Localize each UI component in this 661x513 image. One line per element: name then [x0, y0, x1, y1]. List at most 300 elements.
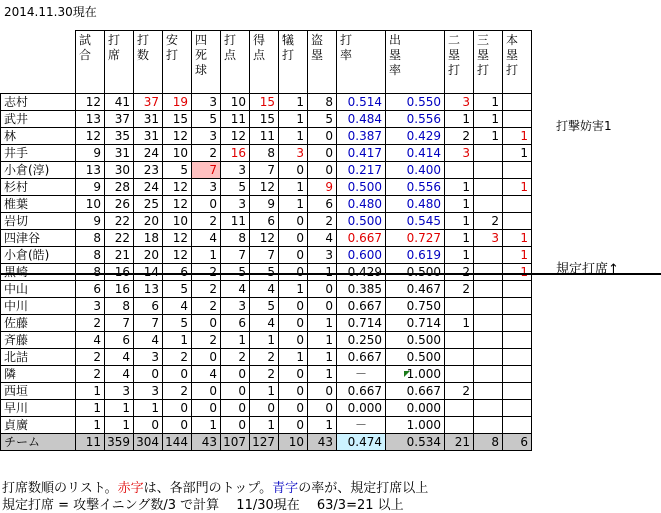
- stat-cell: [503, 298, 532, 315]
- stat-cell: 20: [134, 247, 163, 264]
- player-name: 早川: [1, 400, 76, 417]
- stat-cell: 31: [134, 111, 163, 128]
- stat-cell: 1: [279, 349, 308, 366]
- stat-cell: 0.545: [386, 213, 445, 230]
- stat-cell: 0.480: [337, 196, 386, 213]
- stat-cell: 24: [134, 145, 163, 162]
- table-row: [1, 366, 532, 383]
- stat-cell: 3: [445, 145, 474, 162]
- stat-cell: 0.000: [337, 400, 386, 417]
- stat-cell: 21: [105, 247, 134, 264]
- footnote-2: 規定打席 = 攻撃イニング数/3 で計算 11/30現在 63/3=21 以上: [2, 498, 404, 513]
- stat-cell: 3: [192, 128, 221, 145]
- stat-cell: 1: [279, 179, 308, 196]
- stat-cell: [474, 145, 503, 162]
- stat-cell: 9: [76, 213, 105, 230]
- stat-cell: [445, 400, 474, 417]
- stat-cell: 0: [192, 196, 221, 213]
- stat-cell: [503, 383, 532, 400]
- stat-cell: 0: [279, 247, 308, 264]
- stat-cell: 9: [250, 196, 279, 213]
- stat-cell: 304: [134, 434, 163, 451]
- player-name: 岩切: [1, 213, 76, 230]
- column-header: 打 点: [221, 31, 250, 94]
- stat-cell: [503, 366, 532, 383]
- stat-cell: 10: [279, 434, 308, 451]
- stat-cell: 3: [105, 383, 134, 400]
- stat-cell: [445, 162, 474, 179]
- stat-cell: 3: [221, 196, 250, 213]
- stat-cell: [474, 162, 503, 179]
- stat-cell: 8: [76, 230, 105, 247]
- stat-cell: 0: [192, 315, 221, 332]
- stat-cell: 25: [134, 196, 163, 213]
- sacrifice-note: 打撃妨害1: [556, 119, 612, 133]
- stat-cell: 12: [76, 128, 105, 145]
- stat-cell: 0.514: [337, 94, 386, 111]
- cell-comment-marker: [404, 371, 410, 377]
- stat-cell: 3: [221, 162, 250, 179]
- stat-cell: 1: [279, 128, 308, 145]
- stat-cell: 13: [76, 162, 105, 179]
- stat-cell: 1: [279, 196, 308, 213]
- stat-cell: [474, 315, 503, 332]
- stat-cell: 8: [308, 94, 337, 111]
- player-name: 中川: [1, 298, 76, 315]
- stat-cell: 2: [474, 213, 503, 230]
- stat-cell: 0.387: [337, 128, 386, 145]
- stat-cell: 1: [279, 94, 308, 111]
- stat-cell: 0: [163, 417, 192, 434]
- stat-cell: 11: [250, 128, 279, 145]
- table-row: [1, 281, 532, 298]
- stat-cell: 0.429: [386, 128, 445, 145]
- stat-cell: 0.750: [386, 298, 445, 315]
- date-label: 2014.11.30現在: [4, 5, 97, 19]
- stat-cell: 0: [192, 400, 221, 417]
- stat-cell: 26: [105, 196, 134, 213]
- stat-cell: [474, 247, 503, 264]
- stat-cell: 0: [134, 366, 163, 383]
- stat-cell: 0.667: [337, 230, 386, 247]
- header-row: [1, 31, 532, 94]
- stat-cell: 5: [250, 298, 279, 315]
- stat-cell: 0.534: [386, 434, 445, 451]
- note-text: 打席数順のリスト。: [2, 481, 118, 496]
- stat-cell: 0: [308, 145, 337, 162]
- stat-cell: 0.550: [386, 94, 445, 111]
- stat-cell: 1: [445, 315, 474, 332]
- stat-cell: [474, 332, 503, 349]
- stat-cell: 4: [308, 230, 337, 247]
- stat-cell: 0.414: [386, 145, 445, 162]
- table-row: [1, 383, 532, 400]
- stat-cell: [474, 417, 503, 434]
- stat-cell: 0.474: [337, 434, 386, 451]
- table-row: [1, 349, 532, 366]
- stat-cell: 0: [279, 383, 308, 400]
- stat-cell: 0: [279, 230, 308, 247]
- stat-cell: 1: [105, 400, 134, 417]
- column-header: 三 塁 打: [474, 31, 503, 94]
- stat-cell: 2: [192, 213, 221, 230]
- column-header: 二 塁 打: [445, 31, 474, 94]
- stat-cell: －: [337, 366, 386, 383]
- table-row: [1, 264, 532, 281]
- stat-cell: 2: [445, 281, 474, 298]
- stat-cell: 12: [163, 128, 192, 145]
- stat-cell: 2: [250, 366, 279, 383]
- stat-cell: [445, 366, 474, 383]
- total-row: [1, 434, 532, 451]
- stat-cell: 2: [445, 264, 474, 281]
- table-row: [1, 213, 532, 230]
- stat-cell: 0: [279, 162, 308, 179]
- stat-cell: 1: [221, 332, 250, 349]
- note-text: の率が、規定打席以上: [298, 481, 429, 496]
- stat-cell: [474, 349, 503, 366]
- stat-cell: 1: [308, 349, 337, 366]
- stat-cell: 2: [445, 128, 474, 145]
- stat-cell: 3: [134, 349, 163, 366]
- stat-cell: 1: [192, 247, 221, 264]
- stat-cell: 1: [76, 417, 105, 434]
- stat-cell: 12: [163, 179, 192, 196]
- stat-cell: 31: [134, 128, 163, 145]
- table-row: [1, 162, 532, 179]
- stat-cell: 6: [76, 281, 105, 298]
- stat-cell: 0.429: [337, 264, 386, 281]
- stat-cell: 359: [105, 434, 134, 451]
- stat-cell: 6: [221, 315, 250, 332]
- stat-cell: 5: [163, 315, 192, 332]
- stat-cell: 9: [76, 179, 105, 196]
- batting-stats-table: [0, 30, 532, 451]
- stat-cell: 4: [221, 281, 250, 298]
- stat-cell: [474, 366, 503, 383]
- stat-cell: 16: [221, 145, 250, 162]
- stat-cell: 30: [105, 162, 134, 179]
- player-name: 斉藤: [1, 332, 76, 349]
- stat-cell: 0: [221, 400, 250, 417]
- stat-cell: 0: [279, 366, 308, 383]
- stat-cell: 5: [163, 281, 192, 298]
- stat-cell: 28: [105, 179, 134, 196]
- stat-cell: 1: [503, 247, 532, 264]
- stat-cell: 0: [279, 400, 308, 417]
- stat-cell: 1: [445, 213, 474, 230]
- stat-cell: 23: [134, 162, 163, 179]
- stat-cell: 2: [250, 349, 279, 366]
- stat-cell: 8: [474, 434, 503, 451]
- player-name: 林: [1, 128, 76, 145]
- stat-cell: 1: [445, 247, 474, 264]
- stat-cell: 2: [308, 213, 337, 230]
- table-row: [1, 230, 532, 247]
- stat-cell: 3: [445, 94, 474, 111]
- stat-cell: 2: [76, 366, 105, 383]
- stat-cell: 9: [308, 179, 337, 196]
- stat-cell: 0.467: [386, 281, 445, 298]
- stat-cell: 2: [192, 332, 221, 349]
- stat-cell: 1: [503, 230, 532, 247]
- stat-cell: 4: [76, 332, 105, 349]
- stat-cell: 13: [134, 281, 163, 298]
- stat-cell: 15: [250, 111, 279, 128]
- stat-cell: 0.619: [386, 247, 445, 264]
- stat-cell: [503, 349, 532, 366]
- stat-cell: 1: [279, 281, 308, 298]
- stat-cell: 107: [221, 434, 250, 451]
- player-name: 西垣: [1, 383, 76, 400]
- column-header: 盗 塁: [308, 31, 337, 94]
- stat-cell: 0.556: [386, 179, 445, 196]
- stat-cell: 15: [163, 111, 192, 128]
- stat-cell: [474, 281, 503, 298]
- note-blue-word: 青字: [272, 481, 299, 496]
- stat-cell: [503, 162, 532, 179]
- table-row: [1, 417, 532, 434]
- stat-cell: [474, 400, 503, 417]
- stat-cell: 20: [134, 213, 163, 230]
- stat-cell: 0.667: [337, 298, 386, 315]
- stat-cell: 1: [163, 332, 192, 349]
- stat-cell: 6: [250, 213, 279, 230]
- note-text: は、各部門のトップ。: [143, 481, 273, 496]
- table-row: [1, 298, 532, 315]
- stat-cell: 12: [163, 196, 192, 213]
- stat-cell: 35: [105, 128, 134, 145]
- stat-cell: 0.500: [337, 179, 386, 196]
- stat-cell: 8: [76, 247, 105, 264]
- stat-cell: [445, 417, 474, 434]
- stat-cell: 4: [134, 332, 163, 349]
- player-name: 四津谷: [1, 230, 76, 247]
- stat-cell: 2: [192, 281, 221, 298]
- stat-cell: 0.000: [386, 400, 445, 417]
- stat-cell: 13: [76, 111, 105, 128]
- stat-cell: 2: [192, 264, 221, 281]
- stat-cell: [474, 196, 503, 213]
- stat-cell: 0: [279, 213, 308, 230]
- stat-cell: [474, 298, 503, 315]
- stat-cell: 2: [192, 298, 221, 315]
- stat-cell: [445, 298, 474, 315]
- stat-cell: 1: [308, 264, 337, 281]
- player-name: 中山: [1, 281, 76, 298]
- stat-cell: 0.667: [337, 349, 386, 366]
- player-name: 隣: [1, 366, 76, 383]
- stat-cell: 0.500: [386, 332, 445, 349]
- stat-cell: 0.385: [337, 281, 386, 298]
- stat-cell: －: [337, 417, 386, 434]
- column-header: 四 死 球: [192, 31, 221, 94]
- stat-cell: [503, 196, 532, 213]
- stat-cell: 3: [474, 230, 503, 247]
- stat-cell: 0: [221, 417, 250, 434]
- stat-cell: [474, 179, 503, 196]
- stat-cell: 1.000: [386, 417, 445, 434]
- player-name: 小倉(淳): [1, 162, 76, 179]
- table-row: [1, 94, 532, 111]
- stat-cell: 7: [250, 162, 279, 179]
- stat-cell: 3: [192, 94, 221, 111]
- stat-cell: 1: [474, 111, 503, 128]
- column-header: 本 塁 打: [503, 31, 532, 94]
- stat-cell: 1: [503, 264, 532, 281]
- player-name: 武井: [1, 111, 76, 128]
- stat-cell: 12: [163, 247, 192, 264]
- stat-cell: 41: [105, 94, 134, 111]
- stat-cell: 2: [163, 349, 192, 366]
- stat-cell: 1: [250, 332, 279, 349]
- stat-cell: 3: [279, 145, 308, 162]
- stat-cell: 12: [76, 94, 105, 111]
- stat-cell: 1: [105, 417, 134, 434]
- name-header: [1, 31, 76, 94]
- stat-cell: 2: [76, 349, 105, 366]
- stat-cell: 0.714: [386, 315, 445, 332]
- stat-cell: 5: [308, 111, 337, 128]
- stat-cell: 16: [105, 264, 134, 281]
- stat-cell: 0: [308, 128, 337, 145]
- stat-cell: 8: [105, 298, 134, 315]
- stat-cell: 1.000: [386, 366, 445, 383]
- stat-cell: 0: [192, 383, 221, 400]
- stat-cell: 7: [250, 247, 279, 264]
- stat-cell: 1: [474, 128, 503, 145]
- stat-cell: 15: [250, 94, 279, 111]
- table-row: [1, 179, 532, 196]
- stat-cell: 0: [192, 349, 221, 366]
- stat-cell: 0: [308, 162, 337, 179]
- qualified-label: 規定打席↑: [556, 262, 619, 277]
- stat-cell: 43: [308, 434, 337, 451]
- stat-cell: 0: [308, 400, 337, 417]
- stat-cell: 0: [279, 315, 308, 332]
- stat-cell: 6: [503, 434, 532, 451]
- stat-cell: [503, 94, 532, 111]
- table-row: [1, 111, 532, 128]
- stat-cell: 0.727: [386, 230, 445, 247]
- player-name: 小倉(皓): [1, 247, 76, 264]
- player-name: 黒崎: [1, 264, 76, 281]
- stat-cell: 0.500: [386, 264, 445, 281]
- table-row: [1, 332, 532, 349]
- stat-cell: 0.556: [386, 111, 445, 128]
- stat-cell: 12: [163, 230, 192, 247]
- stat-cell: 10: [76, 196, 105, 213]
- stat-cell: 5: [192, 111, 221, 128]
- note-red-word: 赤字: [117, 481, 144, 496]
- stat-cell: 0.600: [337, 247, 386, 264]
- stat-cell: 12: [250, 230, 279, 247]
- stat-cell: 12: [250, 179, 279, 196]
- stat-cell: 1: [445, 196, 474, 213]
- stat-cell: 11: [221, 111, 250, 128]
- stat-cell: 1: [76, 383, 105, 400]
- column-header: 出 塁 率: [386, 31, 445, 94]
- column-header: 打 数: [134, 31, 163, 94]
- column-header: 打 率: [337, 31, 386, 94]
- stat-cell: 0: [279, 332, 308, 349]
- stat-cell: 1: [250, 383, 279, 400]
- stat-cell: 4: [250, 281, 279, 298]
- stat-cell: 4: [250, 315, 279, 332]
- stat-cell: 5: [221, 179, 250, 196]
- player-name: 井手: [1, 145, 76, 162]
- stat-cell: 7: [192, 162, 221, 179]
- stat-cell: 0: [308, 298, 337, 315]
- stat-cell: 2: [163, 383, 192, 400]
- stat-cell: 6: [105, 332, 134, 349]
- stat-cell: 0.667: [337, 383, 386, 400]
- stat-cell: 1: [279, 111, 308, 128]
- stat-cell: 7: [134, 315, 163, 332]
- stat-cell: 1: [308, 332, 337, 349]
- column-header: 打 席: [105, 31, 134, 94]
- stat-cell: [445, 332, 474, 349]
- player-name: 杉村: [1, 179, 76, 196]
- stat-cell: 0.714: [337, 315, 386, 332]
- stat-cell: 0: [279, 417, 308, 434]
- stat-cell: 11: [221, 213, 250, 230]
- player-name: 椎葉: [1, 196, 76, 213]
- player-name: 佐藤: [1, 315, 76, 332]
- stat-cell: 1: [250, 417, 279, 434]
- stat-cell: 22: [105, 213, 134, 230]
- stat-cell: 1: [503, 128, 532, 145]
- table-row: [1, 145, 532, 162]
- stat-cell: 4: [163, 298, 192, 315]
- stat-cell: 0.417: [337, 145, 386, 162]
- stat-cell: 0.217: [337, 162, 386, 179]
- stat-cell: 1: [308, 366, 337, 383]
- stat-cell: 12: [221, 128, 250, 145]
- stat-cell: [503, 213, 532, 230]
- table-row: [1, 128, 532, 145]
- stat-cell: 1: [445, 111, 474, 128]
- stat-cell: 0: [250, 400, 279, 417]
- stat-cell: 21: [445, 434, 474, 451]
- column-header: 犠 打: [279, 31, 308, 94]
- stat-cell: [474, 383, 503, 400]
- stat-cell: 1: [503, 179, 532, 196]
- stat-cell: 6: [308, 196, 337, 213]
- stat-cell: [503, 400, 532, 417]
- stat-cell: 3: [308, 247, 337, 264]
- stat-cell: [503, 315, 532, 332]
- stat-cell: 2: [192, 145, 221, 162]
- stat-cell: [503, 111, 532, 128]
- stat-cell: 0.480: [386, 196, 445, 213]
- column-header: 安 打: [163, 31, 192, 94]
- stat-cell: 2: [445, 383, 474, 400]
- stat-cell: 127: [250, 434, 279, 451]
- stat-cell: 0.484: [337, 111, 386, 128]
- stat-cell: 0: [279, 264, 308, 281]
- column-header: 得 点: [250, 31, 279, 94]
- stat-cell: 1: [445, 230, 474, 247]
- stat-cell: 10: [163, 145, 192, 162]
- stat-cell: 0: [308, 383, 337, 400]
- stat-cell: 0: [163, 366, 192, 383]
- stat-cell: [503, 281, 532, 298]
- stat-cell: 18: [134, 230, 163, 247]
- stat-cell: 144: [163, 434, 192, 451]
- stat-cell: 3: [76, 298, 105, 315]
- stat-cell: 0: [221, 366, 250, 383]
